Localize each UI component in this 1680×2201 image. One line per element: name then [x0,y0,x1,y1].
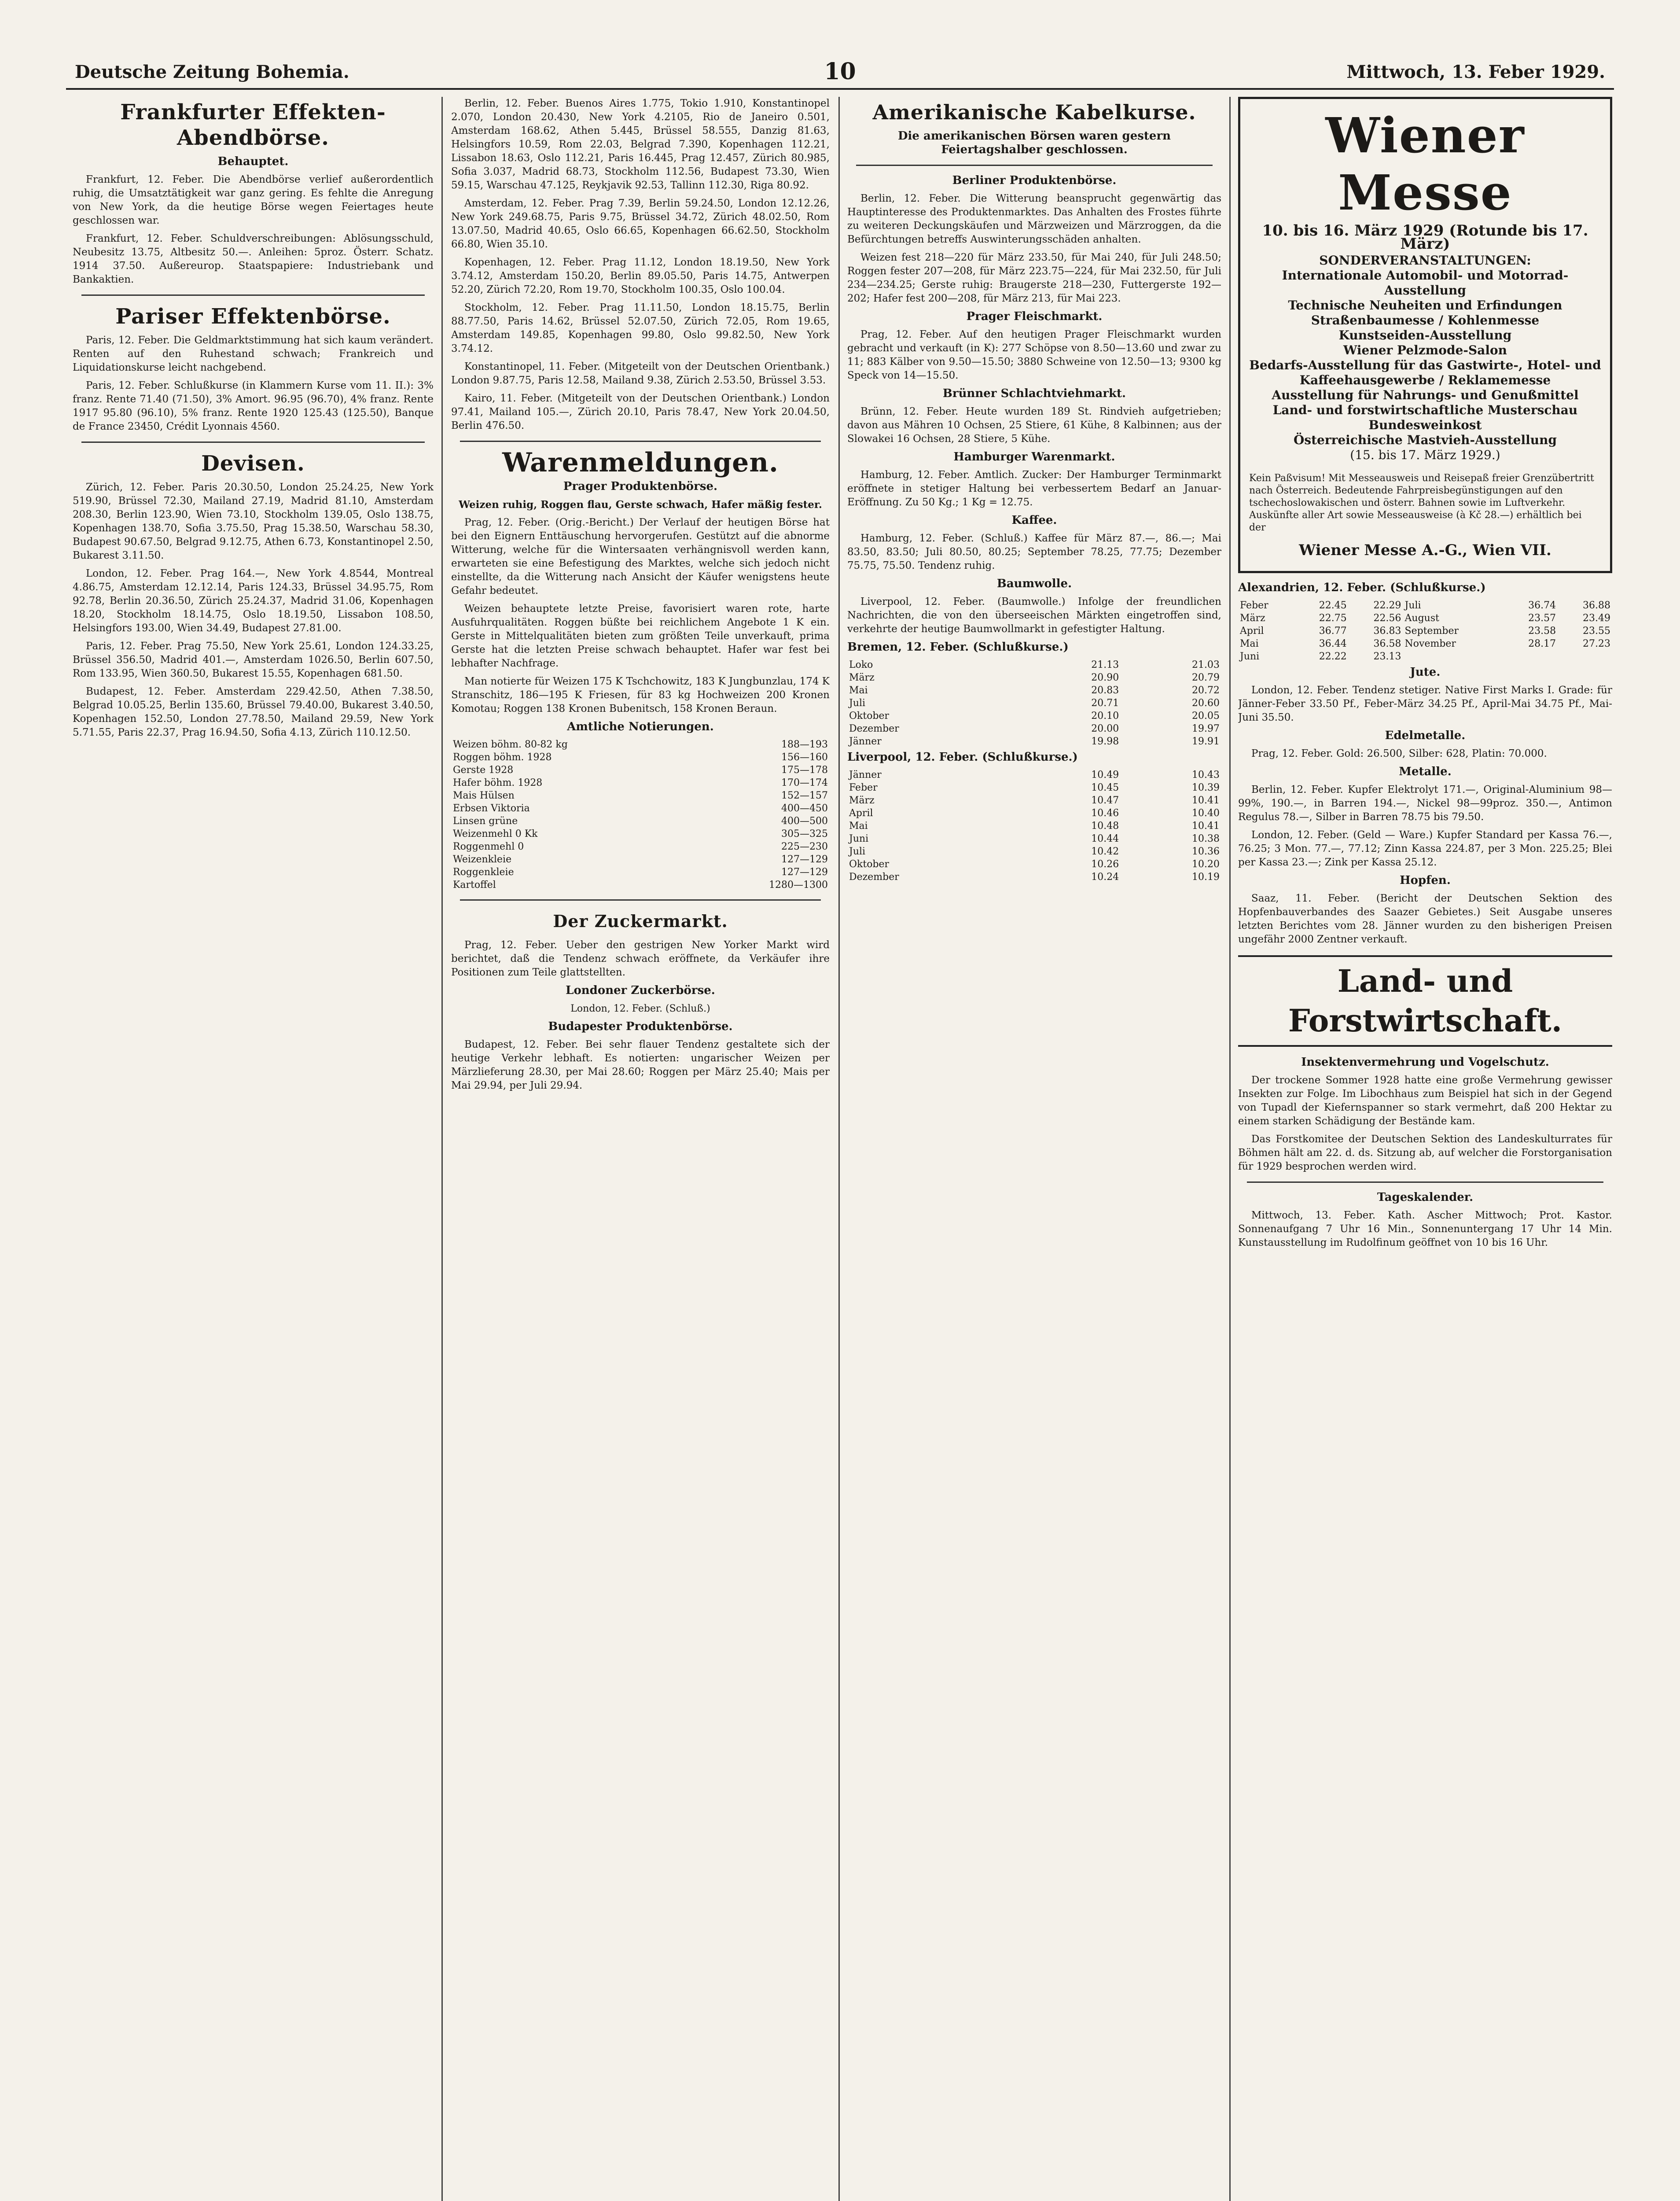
table-row [847,820,1221,832]
section-subheading: Berliner Produktenbörse. [952,174,1117,187]
section-subheading: Hopfen. [1400,874,1451,887]
table-row [451,764,830,777]
table-row [847,735,1221,748]
table-cell: 23.49 [1583,613,1610,624]
article-paragraph: Paris, 12. Feber. Schlußkurse (in Klammern Kurse vom 11. II.): 3% franz. Rente 71.40 (71.50), 3% Amort. 96.95 (96.70), 4% franz. Rente 1917 95.80 (96.10), 5% franz. Rente 1920 125.43 (125.50), Banque de France 23450, Crédit Lyonnais 4560. [73,380,434,432]
cotton-table-alexandria [1238,599,1612,663]
table-cell: Oktober [849,859,890,870]
table-row [451,815,830,828]
table-cell: Jänner [849,769,882,780]
table-cell: Juli [1404,600,1421,611]
section-subheading: Alexandrien, 12. Feber. (Schlußkurse.) [1238,581,1486,594]
article-paragraph: Brünn, 12. Feber. Heute wurden 189 St. Rindvieh aufgetrieben; davon aus Mähren 10 Ochsen, 25 Stiere, 61 Kühe, 8 Kalbinnen; aus der Slowakei 16 Ochsen, 28 Stiere, 5 Kühe. [847,406,1221,445]
table-cell: 10.47 [1091,795,1119,806]
table-cell: 400—500 [781,816,828,827]
table-cell: Linsen grüne [453,816,518,827]
ad-line: Kunstseiden-Ausstellung [1338,328,1512,342]
table-cell: Juni [1240,651,1260,662]
table-cell: 22.29 [1373,600,1401,611]
article-paragraph: Budapest, 12. Feber. Amsterdam 229.42.50, Athen 7.38.50, Belgrad 10.05.25, Berlin 135.60, Brüssel 79.40.00, Bukarest 3.40.50, Kopenhagen 152.50, London 27.78.50, Mailand 29.59, New York 5.71.55, Paris 22.37, Prag 16.94.50, Sofia 4.13, Zürich 110.12.50. [73,686,434,738]
table-cell: 20.60 [1192,698,1220,709]
article-paragraph: Mittwoch, 13. Feber. Kath. Ascher Mittwoch; Prot. Kastor. Sonnenaufgang 7 Uhr 16 Min., Sonnenuntergang 17 Uhr 14 Min. Kunstausstellung im Rudolfinum geöffnet von 10 bis 16 Uhr. [1238,1210,1612,1248]
table-cell: 20.05 [1192,710,1220,721]
table-row [1238,599,1612,612]
table-row [451,828,830,840]
table-cell: 19.98 [1091,736,1119,747]
table-cell: Oktober [849,710,890,721]
column-3 [847,97,1221,2201]
table-cell: 10.20 [1192,859,1220,870]
article-paragraph: Prag, 12. Feber. Ueber den gestrigen New Yorker Markt wird berichtet, daß die Tendenz schwach eröffnete, da Verkäufer ihre Positionen zum Teile glattstellten. [451,939,830,978]
ad-line: Bundesweinkost [1368,418,1482,432]
article-paragraph: Prag, 12. Feber. Gold: 26.500, Silber: 628, Platin: 70.000. [1251,748,1547,759]
article-paragraph: Frankfurt, 12. Feber. Schuldverschreibungen: Ablösungsschuld, Neubesitz 13.75, Altbesitz 50.—. Anleihen: 5proz. Österr. Schatz. 1914 37.50. Außereurop. Staatspapiere: Industriebank und Bankaktien. [73,233,434,285]
article-paragraph: Der trockene Sommer 1928 hatte eine große Vermehrung gewisser Insekten zur Folge. Im Libochhaus zum Beispiel hat sich in der Gegend von Tupadl der Kiefernspanner so stark vermehrt, daß 200 Hektar zu einem starken Schädigung der Bestände kam. [1238,1075,1612,1127]
section-heading: Pariser Effektenbörse. [115,304,391,329]
divider [81,442,425,443]
table-cell: März [849,672,875,683]
article-paragraph: Paris, 12. Feber. Die Geldmarktstimmung hat sich kaum verändert. Renten auf den Ruhestand schwach; Frankreich und Liquidationskurse leicht nachgebend. [73,335,434,373]
table-cell: 127—129 [781,854,828,865]
ad-line: Ausstellung für Nahrungs- und Genußmittel [1272,388,1579,402]
table-cell: Juli [849,846,866,857]
table-cell: 10.48 [1091,821,1119,832]
table-row [847,684,1221,697]
table-cell: April [849,808,873,819]
column-rule [838,97,840,2201]
table-cell: 170—174 [781,777,828,788]
table-cell: 20.83 [1091,685,1119,696]
divider [460,899,821,901]
table-cell: 10.43 [1192,769,1220,780]
article-paragraph: Paris, 12. Feber. Prag 75.50, New York 25.61, London 124.33.25, Brüssel 356.50, Madrid 401.—, Amsterdam 1026.50, Berlin 607.50, Rom 133.95, Wien 360.50, Bukarest 15.55, Kopenhagen 681.50. [73,640,434,679]
table-row [1238,637,1612,650]
divider [1247,1181,1603,1183]
section-subheading: Hamburger Warenmarkt. [953,450,1115,464]
table-cell: 23.57 [1528,613,1556,624]
table-cell: Juni [849,833,869,844]
table-cell: 10.45 [1091,782,1119,793]
section-heading-large: Land- und Forstwirtschaft. [1238,955,1612,1047]
table-cell: 27.23 [1583,638,1610,649]
table-row [847,722,1221,735]
table-cell: Roggenmehl 0 [453,841,524,852]
page-number: 10 [824,58,856,85]
section-subheading: Edelmetalle. [1385,729,1466,742]
table-cell [1558,650,1612,663]
table-cell: Roggenkleie [453,867,514,878]
table-row [847,807,1221,820]
ad-line: (15. bis 17. März 1929.) [1350,448,1500,462]
article-paragraph: London, 12. Feber. Prag 164.—, New York 4.8544, Montreal 4.86.75, Amsterdam 12.12.14, Paris 124.33, Brüssel 34.95.75, Rom 92.78, Berlin 20.36.50, Zürich 25.24.37, Madrid 31.06, Kopenhagen 18.20, Stockholm 18.14.75, Oslo 18.19.50, Lissabon 108.50, Helsingfors 193.00, Wien 34.49, Budapest 27.81.00. [73,568,434,634]
table-row [451,789,830,802]
table-cell: 10.36 [1192,846,1220,857]
table-cell: 22.75 [1319,613,1347,624]
table-cell: 28.17 [1528,638,1556,649]
article-paragraph: Hamburg, 12. Feber. Amtlich. Zucker: Der Hamburger Terminmarkt eröffnete in stetiger Haltung bei verbessertem Bedarf an Januar-Eröffnung. Zu 50 Kg.; 1 Kg = 12.75. [847,469,1221,508]
ad-line: Technische Neuheiten und Erfindungen [1288,298,1562,313]
table-cell: Loko [849,659,873,670]
ad-line: Straßenbaumesse / Kohlenmesse [1311,313,1540,328]
table-cell: 20.00 [1091,723,1119,734]
article-paragraph: Kairo, 11. Feber. (Mitgeteilt von der Deutschen Orientbank.) London 97.41, Mailand 105.—, Zürich 20.10, Paris 78.47, New York 20.04.50, Berlin 476.50. [451,393,830,431]
issue-date: Mittwoch, 13. Feber 1929. [1346,62,1605,82]
table-cell: 22.45 [1319,600,1347,611]
table-cell: 156—160 [781,752,828,763]
table-row [451,879,830,891]
table-cell: Mais Hülsen [453,790,515,801]
ad-dates: 10. bis 16. März 1929 (Rotunde bis 17. März) [1262,222,1588,253]
ad-line: Bedarfs-Ausstellung für das Gastwirte-, Hotel- und Kaffeehausgewerbe / Reklamemesse [1249,358,1601,387]
article-paragraph: Prag, 12. Feber. (Orig.-Bericht.) Der Verlauf der heutigen Börse hat bei den Eignern Enttäuschung hervorgerufen. Gestützt auf die abnorme Witterung, welche für die Wintersaaten verhängnisvoll werden kann, erwarteten sie eine Befestigung des Marktes, welche sich jedoch nicht einstellte, da die Witterung nach Ansicht der Käufer wenigstens heute Gefahr bedeutet. [451,517,830,596]
table-cell: Dezember [849,723,899,734]
table-cell: 20.72 [1192,685,1220,696]
table-cell: März [1240,613,1265,624]
section-subheading: Behauptet. [217,155,289,168]
masthead [66,53,1614,90]
table-row [847,858,1221,871]
table-cell: 36.83 [1373,626,1401,637]
table-row [847,845,1221,858]
table-row [847,710,1221,722]
table-row [847,769,1221,781]
table-cell: 10.19 [1192,872,1220,883]
table-cell: 400—450 [781,803,828,814]
table-row [1238,625,1612,637]
table-cell: Gerste 1928 [453,765,514,776]
article-paragraph: Budapest, 12. Feber. Bei sehr flauer Tendenz gestaltete sich der heutige Verkehr lebhaft. Es notierten: ungarischer Weizen per Märzlieferung 28.30, per Mai 28.60; Roggen per März 25.40; Mais per Mai 29.94, per Juli 29.94. [451,1039,830,1091]
table-cell: 10.41 [1192,821,1220,832]
table-cell: Weizenkleie [453,854,512,865]
table-cell: 21.03 [1192,659,1220,670]
table-cell: 10.41 [1192,795,1220,806]
table-cell: 1280—1300 [769,880,828,891]
table-cell: 10.24 [1091,872,1119,883]
table-cell: Mai [849,685,868,696]
table-cell: 152—157 [781,790,828,801]
table-row [847,697,1221,710]
section-subheading: Die amerikanischen Börsen waren gestern Feiertagshalber geschlossen. [897,129,1171,156]
table-cell: Dezember [849,872,899,883]
table-row [451,802,830,815]
table-row [847,871,1221,883]
table-row [451,777,830,789]
article-paragraph: Man notierte für Weizen 175 K Tschchowitz, 183 K Jungbunzlau, 174 K Stranschitz, 186—195 K Friesen, für 83 kg Hochweizen 200 Kronen Komotau; Roggen 138 Kronen Bubenitsch, 158 Kronen Beraun. [451,676,830,714]
cotton-table-liverpool [847,769,1221,883]
table-row [847,794,1221,807]
table-row [847,832,1221,845]
ad-company: Wiener Messe A.-G., Wien VII. [1299,541,1551,559]
table-cell: Feber [1240,600,1268,611]
table-cell: 20.79 [1192,672,1220,683]
article-paragraph: Berlin, 12. Feber. Die Witterung beansprucht gegenwärtig das Hauptinteresse des Produktenmarktes. Das Anhalten des Frostes führte zu weiteren Deckungskäufen und Märzweizen und Märzroggen, da die Befürchtungen betreffs Auswinterungsschäden anhalten. [847,193,1221,245]
table-cell: 22.22 [1319,651,1347,662]
section-subheading: London, 12. Feber. (Schluß.) [570,1003,710,1014]
table-cell: Mai [849,821,868,832]
ad-line: Land- und forstwirtschaftliche Musterschau [1272,403,1578,417]
section-heading: Devisen. [201,451,305,476]
table-cell: Feber [849,782,878,793]
table-cell: 23.58 [1528,626,1556,637]
section-subheading: Tageskalender. [1377,1191,1474,1204]
divider [81,294,425,296]
article-paragraph: Weizen behauptete letzte Preise, favorisiert waren rote, harte Ausfuhrqualitäten. Roggen büßte bei reichlichem Angebote 1 K ein. Gerste in Mittelqualitäten bieten zum größten Teile unverkauft, prima Gerste hat die letzten Preise schwach behauptet. Hafer war fest bei lebhafter Nachfrage. [451,603,830,669]
article-paragraph: Weizen fest 218—220 für März 233.50, für Mai 240, für Juli 248.50; Roggen fester 207—208, für März 223.75—224, für Mai 232.50, für Juli 234—234.25; Gerste ruhig: Braugerste 218—230, Futtergerste 192—202; Hafer fest 200—208, für März 213, für Mai 223. [847,252,1221,304]
section-heading: Amerikanische Kabelkurse. [872,100,1196,124]
table-cell: Juli [849,698,866,709]
commodity-table [451,738,830,891]
table-row [847,671,1221,684]
table-cell: 22.56 [1373,613,1401,624]
section-subheading: Liverpool, 12. Feber. (Schlußkurse.) [847,751,1078,764]
table-cell: 21.13 [1091,659,1119,670]
table-cell: 10.49 [1091,769,1119,780]
column-1 [73,97,434,2201]
table-row [847,781,1221,794]
article-paragraph: London, 12. Feber. Tendenz stetiger. Native First Marks I. Grade: für Jänner-Feber 33.50 Pf., Feber-März 34.25 Pf., April-Mai 34.75 Pf., Mai-Juni 35.50. [1238,685,1612,723]
table-cell: 20.90 [1091,672,1119,683]
cotton-table-bremen [847,659,1221,748]
section-subheading: Metalle. [1399,765,1452,778]
table-cell: 127—129 [781,867,828,878]
article-paragraph: Liverpool, 12. Feber. (Baumwolle.) Infolge der freundlichen Nachrichten, die von den überseeischen Märkten eingetroffen sind, verkehrte der heutige Baumwollmarkt in gefestigter Haltung. [847,596,1221,635]
table-cell: 10.39 [1192,782,1220,793]
article-paragraph: Hamburg, 12. Feber. (Schluß.) Kaffee für März 87.—, 86.—; Mai 83.50, 83.50; Juli 80.50, 80.25; September 78.25, 77.75; Dezember 75.75, 75.50. Tendenz ruhig. [847,533,1221,571]
section-heading: Warenmeldungen. [502,447,779,478]
table-cell: März [849,795,875,806]
table-cell: Erbsen Viktoria [453,803,530,814]
ad-fine-print: Kein Paßvisum! Mit Messeausweis und Reisepaß freier Grenzübertritt nach Österreich. Bedeutende Fahrpreisbegünstigungen auf den tschechoslowakischen und österr. Bahnen sowie im Luftverkehr. Auskünfte aller Art sowie Messeausweise (à Kč 28.—) erhältlich bei der [1249,473,1594,533]
table-cell: Mai [1240,638,1259,649]
ad-line: SONDERVERANSTALTUNGEN: [1319,253,1531,268]
column-rule [1229,97,1231,2201]
article-paragraph: Zürich, 12. Feber. Paris 20.30.50, London 25.24.25, New York 519.90, Brüssel 72.30, Mailand 27.19, Madrid 81.10, Amsterdam 208.30, Berlin 123.90, Wien 73.10, Stockholm 139.05, Oslo 138.75, Kopenhagen 138.70, Sofia 3.75.50, Prag 15.38.50, Warschau 58.30, Budapest 90.67.50, Belgrad 9.12.75, Athen 6.73, Konstantinopel 2.50, Bukarest 3.11.50. [73,482,434,561]
table-row [1238,650,1612,663]
article-paragraph: Prag, 12. Feber. Auf den heutigen Prager Fleischmarkt wurden gebracht und verkauft (in K): 277 Schöpse von 8.50—13.60 und zwar zu 11; 883 Kälber von 9.50—15.50; 3880 Schweine von 12.50—13; 9300 kg Speck von 14—15.50. [847,329,1221,381]
table-row [451,840,830,853]
table-cell: 19.91 [1192,736,1220,747]
section-heading: Der Zuckermarkt. [553,911,728,931]
article-paragraph: Amsterdam, 12. Feber. Prag 7.39, Berlin 59.24.50, London 12.12.26, New York 249.68.75, Paris 9.75, Brüssel 34.72, Zürich 48.02.50, Rom 13.07.50, Madrid 40.65, Oslo 66.65, Kopenhagen 66.62.50, Stockholm 66.80, Wien 35.10. [451,198,830,250]
section-subheading: Weizen ruhig, Roggen flau, Gerste schwach, Hafer mäßig fester. [459,499,822,511]
article-paragraph: Kopenhagen, 12. Feber. Prag 11.12, London 18.19.50, New York 3.74.12, Amsterdam 150.20, Berlin 89.05.50, Paris 14.75, Antwerpen 52.20, Zürich 72.20, Rom 19.70, Stockholm 100.35, Oslo 100.04. [451,257,830,295]
divider [460,441,821,442]
section-subheading: Prager Produktenbörse. [563,480,718,493]
section-subheading: Prager Fleischmarkt. [966,310,1103,323]
ad-line: Wiener Pelzmode-Salon [1343,343,1507,357]
section-subheading: Jute. [1410,666,1441,679]
table-cell: 23.55 [1583,626,1610,637]
ad-title: Wiener Messe [1325,107,1525,221]
table-cell: 36.44 [1319,638,1347,649]
section-subheading: Bremen, 12. Feber. (Schlußkurse.) [847,640,1069,654]
table-cell: September [1404,626,1459,637]
newspaper-name: Deutsche Zeitung Bohemia. [75,62,349,82]
table-cell: August [1404,613,1439,624]
table-cell: 305—325 [781,828,828,839]
section-subheading: Londoner Zuckerbörse. [566,984,715,997]
table-cell: 36.74 [1528,600,1556,611]
article-paragraph: Berlin, 12. Feber. Buenos Aires 1.775, Tokio 1.910, Konstantinopel 2.070, London 20.430, New York 4.2105, Rio de Janeiro 0.501, Amsterdam 168.62, Athen 5.445, Brüssel 58.555, Danzig 81.63, Helsingfors 10.59, Rom 22.03, Belgrad 7.390, Kopenhagen 112.21, Lissabon 18.63, Oslo 112.21, Paris 16.445, Prag 12.457, Zürich 80.985, Sofia 3.037, Madrid 68.73, Stockholm 112.56, Budapest 73.30, Wien 59.15, Warschau 47.125, Reykjavik 92.53, Tallinn 112.30, Riga 80.92. [451,98,830,191]
table-cell: Weizenmehl 0 Kk [453,828,538,839]
article-paragraph: Berlin, 12. Feber. Kupfer Elektrolyt 171.—, Original-Aluminium 98—99%, 190.—, in Barren 194.—, Nickel 98—99proz. 350.—, Antimon Regulus 78.—, Silber in Barren 78.75 bis 79.50. [1238,784,1612,823]
table-cell: 23.13 [1373,651,1401,662]
table-row [451,738,830,751]
table-cell: 36.88 [1583,600,1610,611]
advertisement-wiener-messe [1238,97,1612,573]
article-paragraph: Konstantinopel, 11. Feber. (Mitgeteilt von der Deutschen Orientbank.) London 9.87.75, Paris 12.58, Mailand 9.38, Zürich 2.53.50, Brüssel 3.53. [451,361,830,386]
article-paragraph: Stockholm, 12. Feber. Prag 11.11.50, London 18.15.75, Berlin 88.77.50, Paris 14.62, Brüssel 52.07.50, Zürich 72.05, Rom 19.65, Amsterdam 149.85, Kopenhagen 99.80, Oslo 99.82.50, New York 3.74.12. [451,302,830,354]
table-cell: 175—178 [781,765,828,776]
table-cell: November [1404,638,1456,649]
section-subheading: Baumwolle. [996,577,1072,590]
table-cell: 10.46 [1091,808,1119,819]
table-cell: 36.58 [1373,638,1401,649]
table-cell: 20.71 [1091,698,1119,709]
divider [856,165,1213,166]
table-cell: Jänner [849,736,882,747]
section-heading: Frankfurter Effekten-Abendbörse. [120,100,386,150]
table-row [451,866,830,879]
article-paragraph: Frankfurt, 12. Feber. Die Abendbörse verlief außerordentlich ruhig, die Umsatztätigkeit war ganz gering. Es fehlte die Anregung von New York, da die heutige Börse wegen Feiertages heute geschlossen war. [73,174,434,226]
table-cell: 10.38 [1192,833,1220,844]
column-2 [451,97,830,2201]
table-cell: April [1240,626,1264,637]
ad-line: Internationale Automobil- und Motorrad-Ausstellung [1282,268,1569,298]
table-row [847,659,1221,671]
column-4 [1238,97,1612,2201]
table-cell [1403,650,1504,663]
table-cell: 225—230 [781,841,828,852]
table-row [451,853,830,866]
section-subheading: Budapester Produktenbörse. [548,1020,733,1033]
article-paragraph: Das Forstkomitee der Deutschen Sektion des Landeskulturrates für Böhmen hält am 22. d. ds. Sitzung ab, auf welcher die Forstorganisation für 1929 besprochen werden wird. [1238,1134,1612,1172]
table-row [1238,612,1612,625]
table-cell: Hafer böhm. 1928 [453,777,543,788]
table-cell: 10.44 [1091,833,1119,844]
table-cell [1503,650,1558,663]
table-cell: 20.10 [1091,710,1119,721]
table-cell: Kartoffel [453,880,496,891]
article-paragraph: Saaz, 11. Feber. (Bericht der Deutschen Sektion des Hopfenbauverbandes des Saazer Gebietes.) Seit Ausgabe unseres letzten Berichtes vom 28. Jänner wurden zu den bisherigen Preisen ungefähr 2000 Zentner verkauft. [1238,893,1612,945]
table-cell: Weizen böhm. 80-82 kg [453,739,568,750]
section-subheading: Kaffee. [1011,514,1057,527]
section-subheading: Insektenvermehrung und Vogelschutz. [1301,1056,1549,1069]
table-cell: 10.40 [1192,808,1220,819]
table-row [451,751,830,764]
section-subheading: Amtliche Notierungen. [567,720,714,733]
table-cell: 10.26 [1091,859,1119,870]
article-paragraph: London, 12. Feber. (Geld — Ware.) Kupfer Standard per Kassa 76.—, 76.25; 3 Mon. 77.—, 77.12; Zinn Kassa 224.87, per 3 Mon. 225.25; Blei per Kassa 23.—; Zink per Kassa 25.12. [1238,829,1612,868]
table-cell: 36.77 [1319,626,1347,637]
table-cell: 188—193 [781,739,828,750]
column-rule [441,97,443,2201]
ad-line: Österreichische Mastvieh-Ausstellung [1293,433,1557,447]
table-cell: 19.97 [1192,723,1220,734]
table-cell: Roggen böhm. 1928 [453,752,552,763]
section-subheading: Brünner Schlachtviehmarkt. [942,387,1126,400]
table-cell: 10.42 [1091,846,1119,857]
